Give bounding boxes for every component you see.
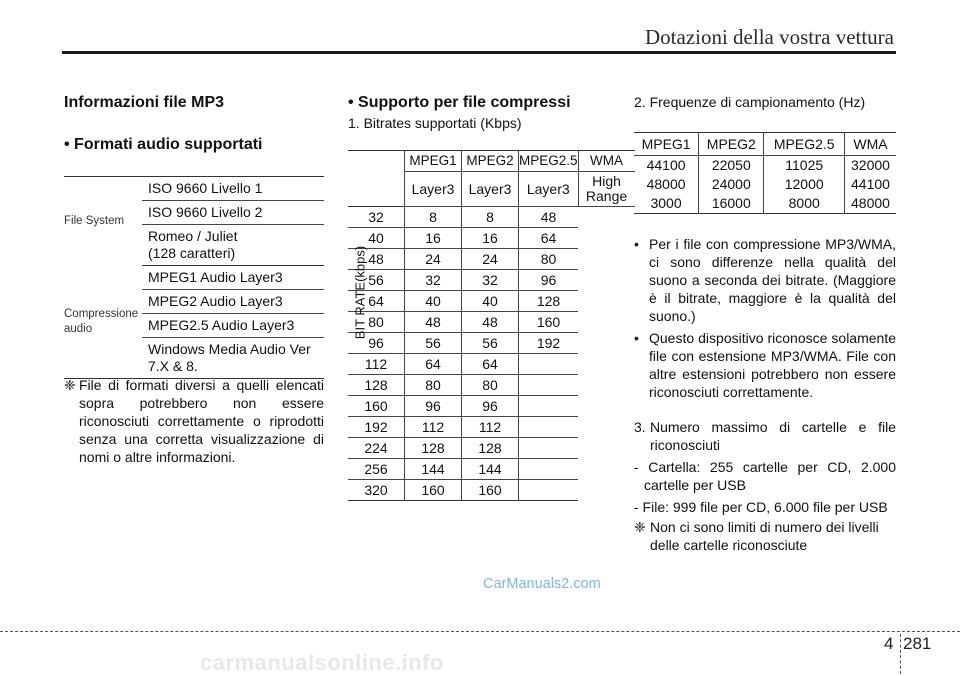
compressed-support-heading: • Supporto per file compressi bbox=[348, 94, 571, 111]
table-cell: 224 bbox=[348, 438, 405, 459]
table-row bbox=[634, 194, 896, 214]
page-header-title: Dotazioni della vostra vettura bbox=[645, 25, 894, 49]
table-cell: 96 bbox=[519, 270, 579, 291]
table-cell: 192 bbox=[519, 333, 579, 354]
note-mark: ❈ bbox=[634, 519, 646, 535]
table-cell: 32000 bbox=[844, 156, 896, 176]
bullet-mark: • bbox=[634, 330, 639, 346]
table-cell: 96 bbox=[405, 396, 462, 417]
table-row bbox=[348, 207, 635, 228]
format-value: Windows Media Audio Ver 7.X & 8. bbox=[142, 338, 324, 379]
table-subheader: Layer3 bbox=[462, 172, 519, 207]
table-cell: 8 bbox=[405, 207, 462, 228]
table-header: WMA bbox=[844, 133, 896, 156]
formats-table bbox=[64, 176, 324, 379]
table-cell bbox=[519, 459, 579, 480]
quality-bullets bbox=[634, 235, 896, 405]
section-number: 3. bbox=[634, 419, 646, 435]
table-cell: 48 bbox=[405, 312, 462, 333]
table-cell: 44100 bbox=[646, 157, 686, 173]
table-row bbox=[348, 270, 635, 291]
table-cell: 144 bbox=[405, 459, 462, 480]
table-cell bbox=[519, 375, 579, 396]
max-count-heading bbox=[634, 418, 896, 454]
table-cell: 24000 bbox=[699, 175, 764, 194]
bitrate-side-cell bbox=[348, 151, 405, 207]
list-item bbox=[634, 235, 896, 325]
table-cell: 56 bbox=[348, 270, 405, 291]
format-value: MPEG1 Audio Layer3 bbox=[142, 266, 324, 290]
format-value: MPEG2 Audio Layer3 bbox=[142, 290, 324, 314]
format-value: MPEG2.5 Audio Layer3 bbox=[142, 314, 324, 338]
file-limit: - File: 999 file per CD, 6.000 file per USB bbox=[634, 499, 888, 515]
table-cell: 48 bbox=[348, 249, 405, 270]
table-row bbox=[348, 228, 635, 249]
table-cell: 128 bbox=[348, 375, 405, 396]
table-header: MPEG1 bbox=[405, 151, 462, 172]
table-cell: 44100 bbox=[844, 175, 896, 194]
table-cell: 160 bbox=[462, 480, 519, 501]
table-cell: 80 bbox=[405, 375, 462, 396]
table-row bbox=[348, 438, 635, 459]
bullet-text: Questo dispositivo riconosce solamente file con estensione MP3/WMA. File con altre estensioni potrebbero non essere riconosciuti correttamente. bbox=[649, 330, 896, 400]
table-cell: 3000 bbox=[634, 194, 699, 214]
table-cell: 16000 bbox=[699, 194, 764, 214]
table-row bbox=[348, 354, 635, 375]
supported-formats-heading: • Formati audio supportati bbox=[64, 136, 263, 153]
table-row bbox=[348, 333, 635, 354]
table-cell: 24 bbox=[462, 249, 519, 270]
table-row bbox=[348, 459, 635, 480]
table-cell: 32 bbox=[405, 270, 462, 291]
table-cell bbox=[519, 417, 579, 438]
table-cell: 112 bbox=[462, 417, 519, 438]
table-cell bbox=[519, 438, 579, 459]
table-cell: 8 bbox=[462, 207, 519, 228]
formats-note bbox=[64, 376, 324, 466]
table-row bbox=[348, 312, 635, 333]
table-cell: 128 bbox=[462, 438, 519, 459]
section-title: Numero massimo di cartelle e file riconosciuti bbox=[650, 419, 896, 453]
bitrates-subheading: 1. Bitrates supportati (Kbps) bbox=[348, 115, 522, 131]
table-row bbox=[348, 417, 635, 438]
table-row bbox=[348, 396, 635, 417]
table-cell: 128 bbox=[405, 438, 462, 459]
table-subheader: Layer3 bbox=[405, 172, 462, 207]
table-cell: 144 bbox=[462, 459, 519, 480]
table-cell: 40 bbox=[462, 291, 519, 312]
table-cell: 22050 bbox=[699, 156, 764, 176]
footer-divider bbox=[900, 634, 901, 674]
format-value: ISO 9660 Livello 2 bbox=[142, 201, 324, 225]
table-row bbox=[634, 175, 896, 194]
table-cell: 48 bbox=[519, 207, 579, 228]
table-cell: 112 bbox=[348, 354, 405, 375]
table-cell: 320 bbox=[348, 480, 405, 501]
table-cell: 11025 bbox=[764, 156, 845, 176]
folder-limit: - Cartella: 255 cartelle per CD, 2.000 cartelle per USB bbox=[634, 459, 896, 493]
table-cell: 48000 bbox=[844, 194, 896, 214]
table-cell: 12000 bbox=[764, 175, 845, 194]
table-subheader: Layer3 bbox=[519, 172, 579, 207]
table-cell: 96 bbox=[462, 396, 519, 417]
bullet-text: Per i file con compressione MP3/WMA, ci sono differenze nella qualità del suono a seconda dei bitrate. (Maggiore è il bitrate, maggiore è la qualità del suono.) bbox=[649, 236, 896, 324]
format-category: Compressione audio bbox=[64, 266, 142, 379]
table-cell: 56 bbox=[405, 333, 462, 354]
table-header: MPEG2 bbox=[699, 133, 764, 156]
table-row bbox=[634, 156, 896, 176]
sampling-freq-heading: 2. Frequenze di campionamento (Hz) bbox=[634, 94, 866, 110]
note-mark: ❈ bbox=[64, 377, 76, 393]
table-cell: 40 bbox=[405, 291, 462, 312]
table-row bbox=[348, 291, 635, 312]
table-cell: 16 bbox=[462, 228, 519, 249]
table-cell: 80 bbox=[519, 249, 579, 270]
footer-rule bbox=[0, 631, 960, 632]
table-cell: 80 bbox=[462, 375, 519, 396]
mp3-info-heading: Informazioni file MP3 bbox=[64, 94, 225, 111]
table-cell: 48 bbox=[462, 312, 519, 333]
table-header: MPEG2.5 bbox=[764, 133, 845, 156]
bitrate-table bbox=[348, 150, 635, 501]
table-cell: 56 bbox=[462, 333, 519, 354]
format-value: Romeo / Juliet (128 caratteri) bbox=[142, 225, 324, 266]
format-value: ISO 9660 Livello 1 bbox=[142, 177, 324, 201]
chapter-number: 4 bbox=[884, 634, 894, 653]
table-cell: 24 bbox=[405, 249, 462, 270]
table-cell: 160 bbox=[405, 480, 462, 501]
table-cell bbox=[519, 354, 579, 375]
levels-note bbox=[634, 518, 896, 554]
note-text: File di formati diversi a quelli elencati sopra potrebbero non essere riconosciuti correttamente o riprodotti senza una corretta visualizzazione di nomi o altre informazioni. bbox=[79, 377, 324, 465]
table-cell: 96 bbox=[348, 333, 405, 354]
table-cell: 64 bbox=[519, 228, 579, 249]
max-count-section bbox=[634, 418, 896, 554]
table-cell: 40 bbox=[348, 228, 405, 249]
table-cell: 32 bbox=[462, 270, 519, 291]
bitrate-axis-label: BIT RATE(kbps) bbox=[352, 245, 368, 340]
table-cell: 160 bbox=[519, 312, 579, 333]
table-cell: 48000 bbox=[646, 176, 686, 192]
table-cell bbox=[519, 480, 579, 501]
table-cell: 128 bbox=[519, 291, 579, 312]
bullet-mark: • bbox=[634, 236, 639, 252]
table-header: MPEG2 bbox=[462, 151, 519, 172]
table-cell: 32 bbox=[348, 207, 405, 228]
table-cell bbox=[519, 396, 579, 417]
table-header: WMA bbox=[578, 151, 635, 172]
table-row bbox=[348, 375, 635, 396]
note-text: Non ci sono limiti di numero dei livelli delle cartelle riconosciute bbox=[650, 519, 879, 553]
site-banner: carmanualsonline.info bbox=[200, 650, 444, 675]
table-cell: 192 bbox=[348, 417, 405, 438]
table-row bbox=[348, 249, 635, 270]
table-subheader: High Range bbox=[578, 172, 635, 207]
header-rule bbox=[62, 51, 896, 54]
page-number: 281 bbox=[903, 634, 932, 653]
list-item bbox=[634, 329, 896, 401]
table-row bbox=[348, 480, 635, 501]
table-cell: 64 bbox=[348, 291, 405, 312]
table-header: MPEG1 bbox=[634, 133, 699, 156]
table-cell: 8000 bbox=[764, 194, 845, 214]
table-cell: 64 bbox=[462, 354, 519, 375]
watermark-link[interactable]: CarManuals2.com bbox=[483, 576, 601, 592]
format-category: File System bbox=[64, 177, 142, 266]
table-cell: 160 bbox=[348, 396, 405, 417]
frequency-table bbox=[634, 132, 896, 214]
table-cell: 64 bbox=[405, 354, 462, 375]
table-cell: 80 bbox=[348, 312, 405, 333]
table-cell: 16 bbox=[405, 228, 462, 249]
table-cell: 256 bbox=[348, 459, 405, 480]
table-header: MPEG2.5 bbox=[519, 151, 579, 172]
table-cell: 112 bbox=[405, 417, 462, 438]
